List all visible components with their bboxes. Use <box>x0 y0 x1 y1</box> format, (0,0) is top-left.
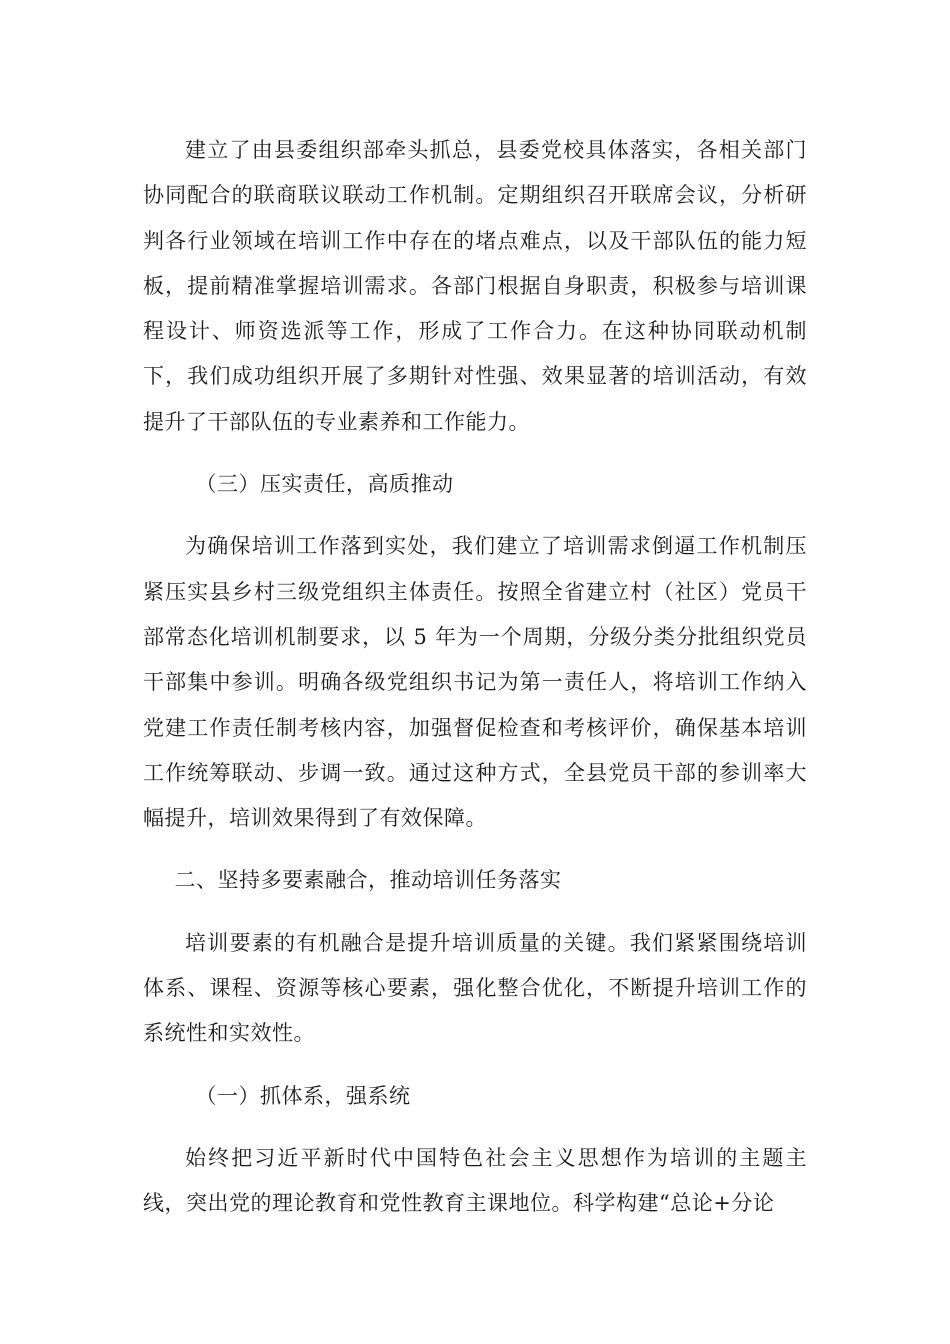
subheading-responsibility: （三）压实责任，高质推动 <box>195 472 454 497</box>
paragraph-coordination-mechanism: 建立了由县委组织部牵头抓总，县委党校具体落实，各相关部门协同配合的联商联议联动工作机制。定期组织召开联席会议，分析研判各行业领域在培训工作中存在的堵点难点，以及干部队伍的能力短板，提前精准掌握培训需求。各部门根据自身职责，积极参与培训课程设计、师资选派等工作，形成了工作合力。在这种协同联动机制下，我们成功组织开展了多期针对性强、效果显著的培训活动，有效提升了干部队伍的专业素养和工作能力。 <box>143 138 807 434</box>
paragraph-element-integration: 培训要素的有机融合是提升培训质量的关键。我们紧紧围绕培训体系、课程、资源等核心要素，强化整合优化，不断提升培训工作的系统性和实效性。 <box>143 930 807 1046</box>
paragraph-theme-mainline: 始终把习近平新时代中国特色社会主义思想作为培训的主题主线，突出党的理论教育和党性教育主课地位。科学构建“总论+分论 <box>143 1145 807 1216</box>
subheading-system: （一）抓体系，强系统 <box>195 1083 411 1108</box>
section-heading-multi-element: 二、坚持多要素融合，推动培训任务落实 <box>174 868 562 893</box>
document-page <box>143 128 807 1227</box>
paragraph-training-responsibility: 为确保培训工作落到实处，我们建立了培训需求倒逼工作机制压紧压实县乡村三级党组织主体责任。按照全省建立村（社区）党员干部常态化培训机制要求，以 5 年为一个周期，分级分类分批组织党员干部集中参训。明确各级党组织书记为第一责任人，将培训工作纳入党建工作责任制考核内容，加强督促检查和考核评价，确保基本培训工作统筹联动、步调一致。通过这种方式，全县党员干部的参训率大幅提升，培训效果得到了有效保障。 <box>143 534 807 831</box>
